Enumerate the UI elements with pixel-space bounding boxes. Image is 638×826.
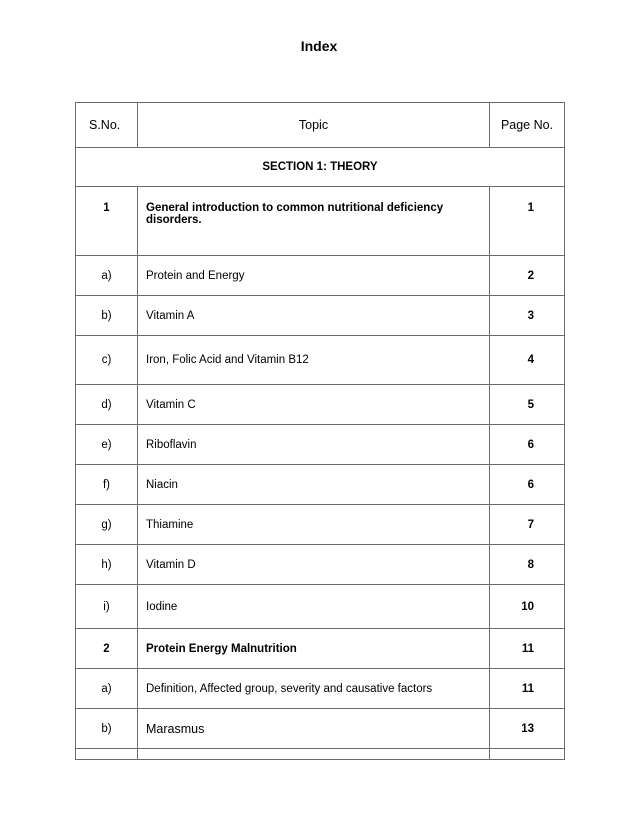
row-topic: Definition, Affected group, severity and causative factors (138, 669, 490, 709)
index-table (75, 102, 565, 760)
empty-row (76, 749, 565, 760)
row-sno: b) (76, 296, 138, 336)
header-sno: S.No. (76, 103, 138, 148)
row-sno: h) (76, 545, 138, 585)
row-sno: 1 (76, 187, 138, 256)
row-page: 3 (490, 296, 565, 336)
row-sno: e) (76, 425, 138, 465)
table-row (76, 669, 565, 709)
row-page: 11 (490, 669, 565, 709)
row-topic: Marasmus (138, 709, 490, 749)
row-topic: Iron, Folic Acid and Vitamin B12 (138, 336, 490, 385)
row-sno: a) (76, 256, 138, 296)
row-page: 11 (490, 629, 565, 669)
table-row (76, 187, 565, 256)
row-page: 1 (490, 187, 565, 256)
row-page: 2 (490, 256, 565, 296)
row-topic: Protein Energy Malnutrition (138, 629, 490, 669)
table-header-row (76, 103, 565, 148)
row-sno: g) (76, 505, 138, 545)
row-page: 6 (490, 425, 565, 465)
row-topic: Vitamin C (138, 385, 490, 425)
table-row (76, 465, 565, 505)
table-row (76, 256, 565, 296)
table-row (76, 505, 565, 545)
row-topic: Riboflavin (138, 425, 490, 465)
row-sno: 2 (76, 629, 138, 669)
empty-cell (490, 749, 565, 760)
row-sno: c) (76, 336, 138, 385)
table-row (76, 709, 565, 749)
row-topic: Vitamin A (138, 296, 490, 336)
row-topic: Vitamin D (138, 545, 490, 585)
page-title: Index (300, 38, 338, 54)
row-sno: f) (76, 465, 138, 505)
table-row (76, 585, 565, 629)
row-topic: Thiamine (138, 505, 490, 545)
table-row (76, 385, 565, 425)
row-sno: a) (76, 669, 138, 709)
row-page: 13 (490, 709, 565, 749)
row-page: 6 (490, 465, 565, 505)
row-topic: Protein and Energy (138, 256, 490, 296)
row-topic: Iodine (138, 585, 490, 629)
row-sno: i) (76, 585, 138, 629)
row-page: 4 (490, 336, 565, 385)
row-topic: Niacin (138, 465, 490, 505)
table-row (76, 425, 565, 465)
section-title: SECTION 1: THEORY (76, 148, 565, 187)
empty-cell (138, 749, 490, 760)
table-row (76, 336, 565, 385)
table-row (76, 545, 565, 585)
empty-cell (76, 749, 138, 760)
row-page: 5 (490, 385, 565, 425)
header-page: Page No. (490, 103, 565, 148)
row-topic: General introduction to common nutritional deficiency disorders. (138, 187, 490, 256)
row-page: 7 (490, 505, 565, 545)
row-sno: b) (76, 709, 138, 749)
section-row (76, 148, 565, 187)
row-page: 8 (490, 545, 565, 585)
table-row (76, 629, 565, 669)
header-topic: Topic (138, 103, 490, 148)
table-row (76, 296, 565, 336)
row-sno: d) (76, 385, 138, 425)
row-page: 10 (490, 585, 565, 629)
